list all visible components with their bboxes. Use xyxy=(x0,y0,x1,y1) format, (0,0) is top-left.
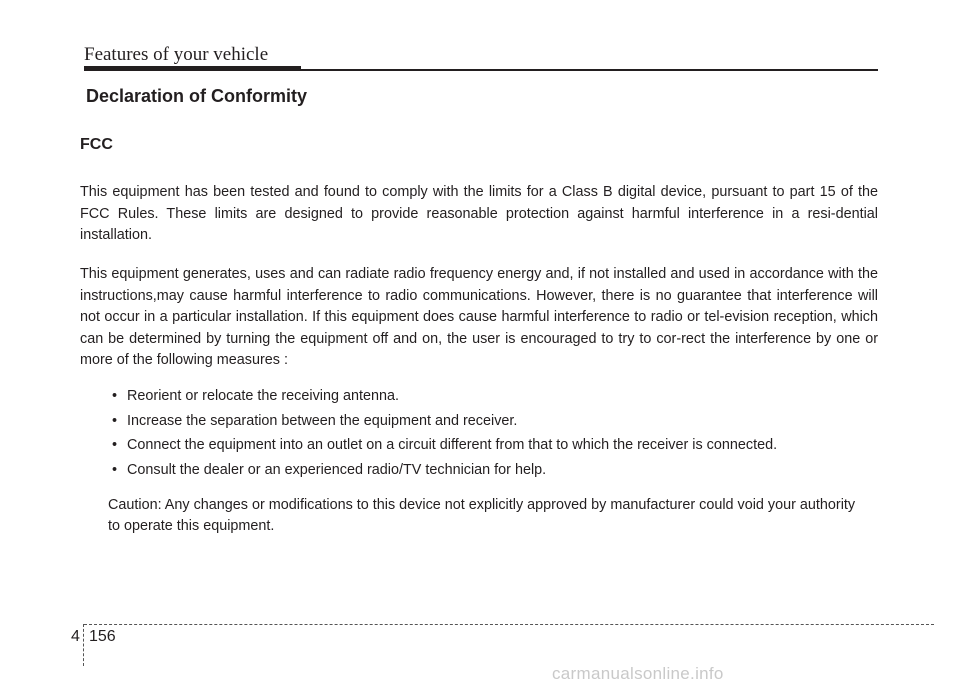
bullet-icon: • xyxy=(112,437,118,453)
list-item xyxy=(112,460,872,485)
bullet-icon: • xyxy=(112,461,118,478)
chapter-number: 4 xyxy=(71,628,80,645)
list-item-text: Consult the dealer or an experienced radio/TV technician for help. xyxy=(127,461,547,478)
paragraph-interference: This equipment generates, uses and can radiate radio frequency energy and, if not installed and used in accordance with the instructions,may cause harmful interference to radio communications. However, there is no guarantee that interference will not occur in a particular installation. If this equipment does cause harmful interference to radio or tel-evision reception, which can be determined by turning the equipment off and on, the user is encouraged to try to cor-rect the interference by one or more of the following measures : xyxy=(80,266,878,368)
caution-note: Caution: Any changes or modifications to this device not explicitly approved by manufacturer could void your authority to operate this equipment. xyxy=(108,497,856,534)
list-item xyxy=(112,386,872,411)
measures-list xyxy=(112,386,872,484)
subheading: FCC xyxy=(80,136,113,153)
bullet-icon: • xyxy=(112,412,118,429)
list-item xyxy=(112,435,872,460)
header-rule-thin xyxy=(301,69,878,71)
footer-divider xyxy=(84,624,934,625)
paragraph-compliance: This equipment has been tested and found to comply with the limits for a Class B digital device, pursuant to part 15 of the FCC Rules. These limits are designed to provide reasonable protection against harmful interference in a resi-dential installation. xyxy=(80,184,878,243)
list-item xyxy=(112,411,872,436)
footer-vertical-divider xyxy=(83,624,84,666)
list-item-text: Connect the equipment into an outlet on a circuit different from that to which the receiver is connected. xyxy=(127,437,778,453)
header-rule-thick xyxy=(84,66,301,71)
header-title: Features of your vehicle xyxy=(84,44,269,65)
page-number: 156 xyxy=(89,628,116,645)
section-title: Declaration of Conformity xyxy=(86,86,308,106)
bullet-icon: • xyxy=(112,388,118,404)
list-item-text: Reorient or relocate the receiving antenna. xyxy=(127,388,399,404)
watermark: carmanualsonline.info xyxy=(552,664,724,683)
list-item-text: Increase the separation between the equipment and receiver. xyxy=(127,412,518,429)
